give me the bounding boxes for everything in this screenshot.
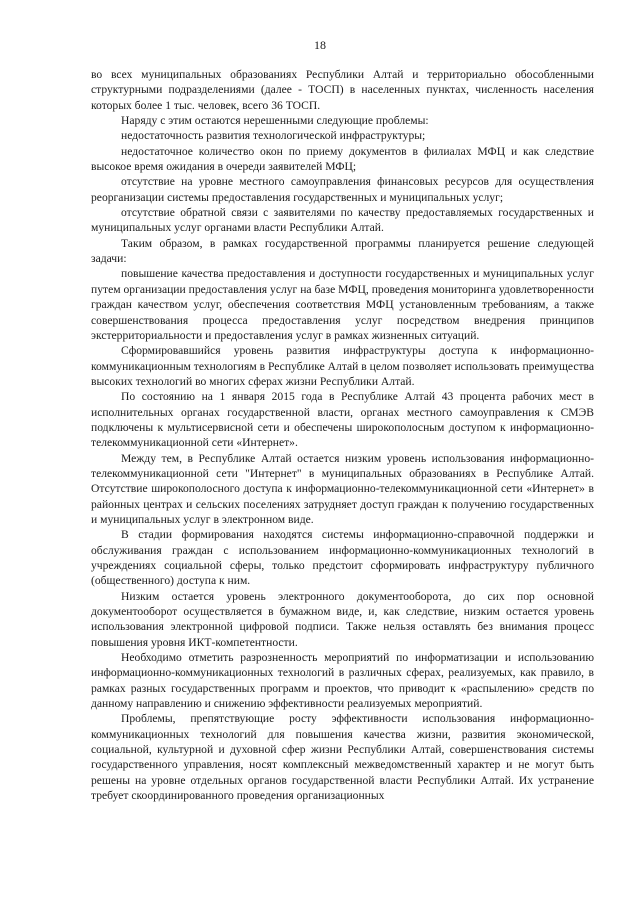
paragraph: отсутствие на уровне местного самоуправления финансовых ресурсов для осуществления реорганизации системы предоставления государственных и муниципальных услуг; [91, 175, 594, 204]
paragraph: Наряду с этим остаются нерешенными следующие проблемы: [121, 114, 429, 128]
paragraph: Проблемы, препятствующие росту эффективности использования информационно-коммуникационных технологий для повышения качества жизни, развития экономической, социальной, культурной и духовной сфер жизни Республики Алтай, совершенствования системы государственного управления, носят комплексный межведомственный характер и не могут быть решены на уровне отдельных органов государственной власти Республики Алтай. Их устранение требует скоординированного проведения организационных [91, 712, 594, 803]
paragraph: повышение качества предоставления и доступности государственных и муниципальных услуг путем организации предоставления услуг на базе МФЦ, проведения мониторинга удовлетворенности граждан качеством услуг, обеспечения соответствия МФЦ установленным требованиям, а также совершенствования процесса предоставления услуг посредством внедрения принципов экстерриториальности и предоставления услуг в рамках жизненных ситуаций. [91, 267, 594, 342]
paragraph: В стадии формирования находятся системы информационно-справочной поддержки и обслуживания граждан с использованием информационно-коммуникационных технологий в учреждениях социальной сферы, только предстоит сформировать инфраструктуру публичного (общественного) доступа к ним. [91, 528, 594, 588]
paragraph: Между тем, в Республике Алтай остается низким уровень использования информационно-телекоммуникационной сети "Интернет" в муниципальных образованиях в Республике Алтай. Отсутствие широкополосного доступа к информационно-телекоммуникационной сети «Интернет» в районных центрах и сельских поселениях затрудняет доступ граждан к получению государственных и муниципальных услуг в электронном виде. [91, 451, 594, 526]
paragraph: недостаточное количество окон по приему документов в филиалах МФЦ и как следствие высокое время ожидания в очереди заявителей МФЦ; [91, 144, 594, 174]
paragraph: недостаточность развития технологической инфраструктуры; [121, 129, 426, 143]
paragraph: во всех муниципальных образованиях Республики Алтай и территориально обособленными структурными подразделениями (далее - ТОСП) в населенных пунктах, численность населения которых более 1 тыс. человек, всего 36 ТОСП. [91, 68, 594, 112]
paragraph: Таким образом, в рамках государственной программы планируется решение следующей задачи: [91, 236, 594, 266]
paragraph: По состоянию на 1 января 2015 года в Республике Алтай 43 процента рабочих мест в исполнительных органах государственной власти, органах местного самоуправления к СМЭВ подключены к мультисервисной сети и обеспечены широкополосным доступом к информационно-телекоммуникационной сети «Интернет». [91, 390, 594, 450]
paragraph: Сформировавшийся уровень развития инфраструктуры доступа к информационно-коммуникационным технологиям в Республике Алтай в целом позволяет использовать преимущества высоких технологий во многих сферах жизни Республики Алтай. [91, 344, 594, 388]
paragraph: Низким остается уровень электронного документооборота, до сих пор основной документооборот осуществляется в бумажном виде, и, как следствие, низким остается уровень использования электронной цифровой подписи. Также нельзя оставлять без внимания процесс повышения уровня ИКТ-компетентности. [91, 589, 594, 649]
page-number: 18 [314, 38, 326, 52]
paragraph: отсутствие обратной связи с заявителями по качеству предоставляемых государственных и муниципальных услуг органами власти Республики Алтай. [91, 206, 594, 235]
body-text [91, 67, 594, 804]
paragraph: Необходимо отметить разрозненность мероприятий по информатизации и использованию информационно-коммуникационных технологий в различных сферах, реализуемых, как правило, в рамках разных государственных программ и проектов, что приводит к «распылению» средств по данному направлению и снижению эффективности реализуемых мероприятий. [91, 651, 594, 711]
